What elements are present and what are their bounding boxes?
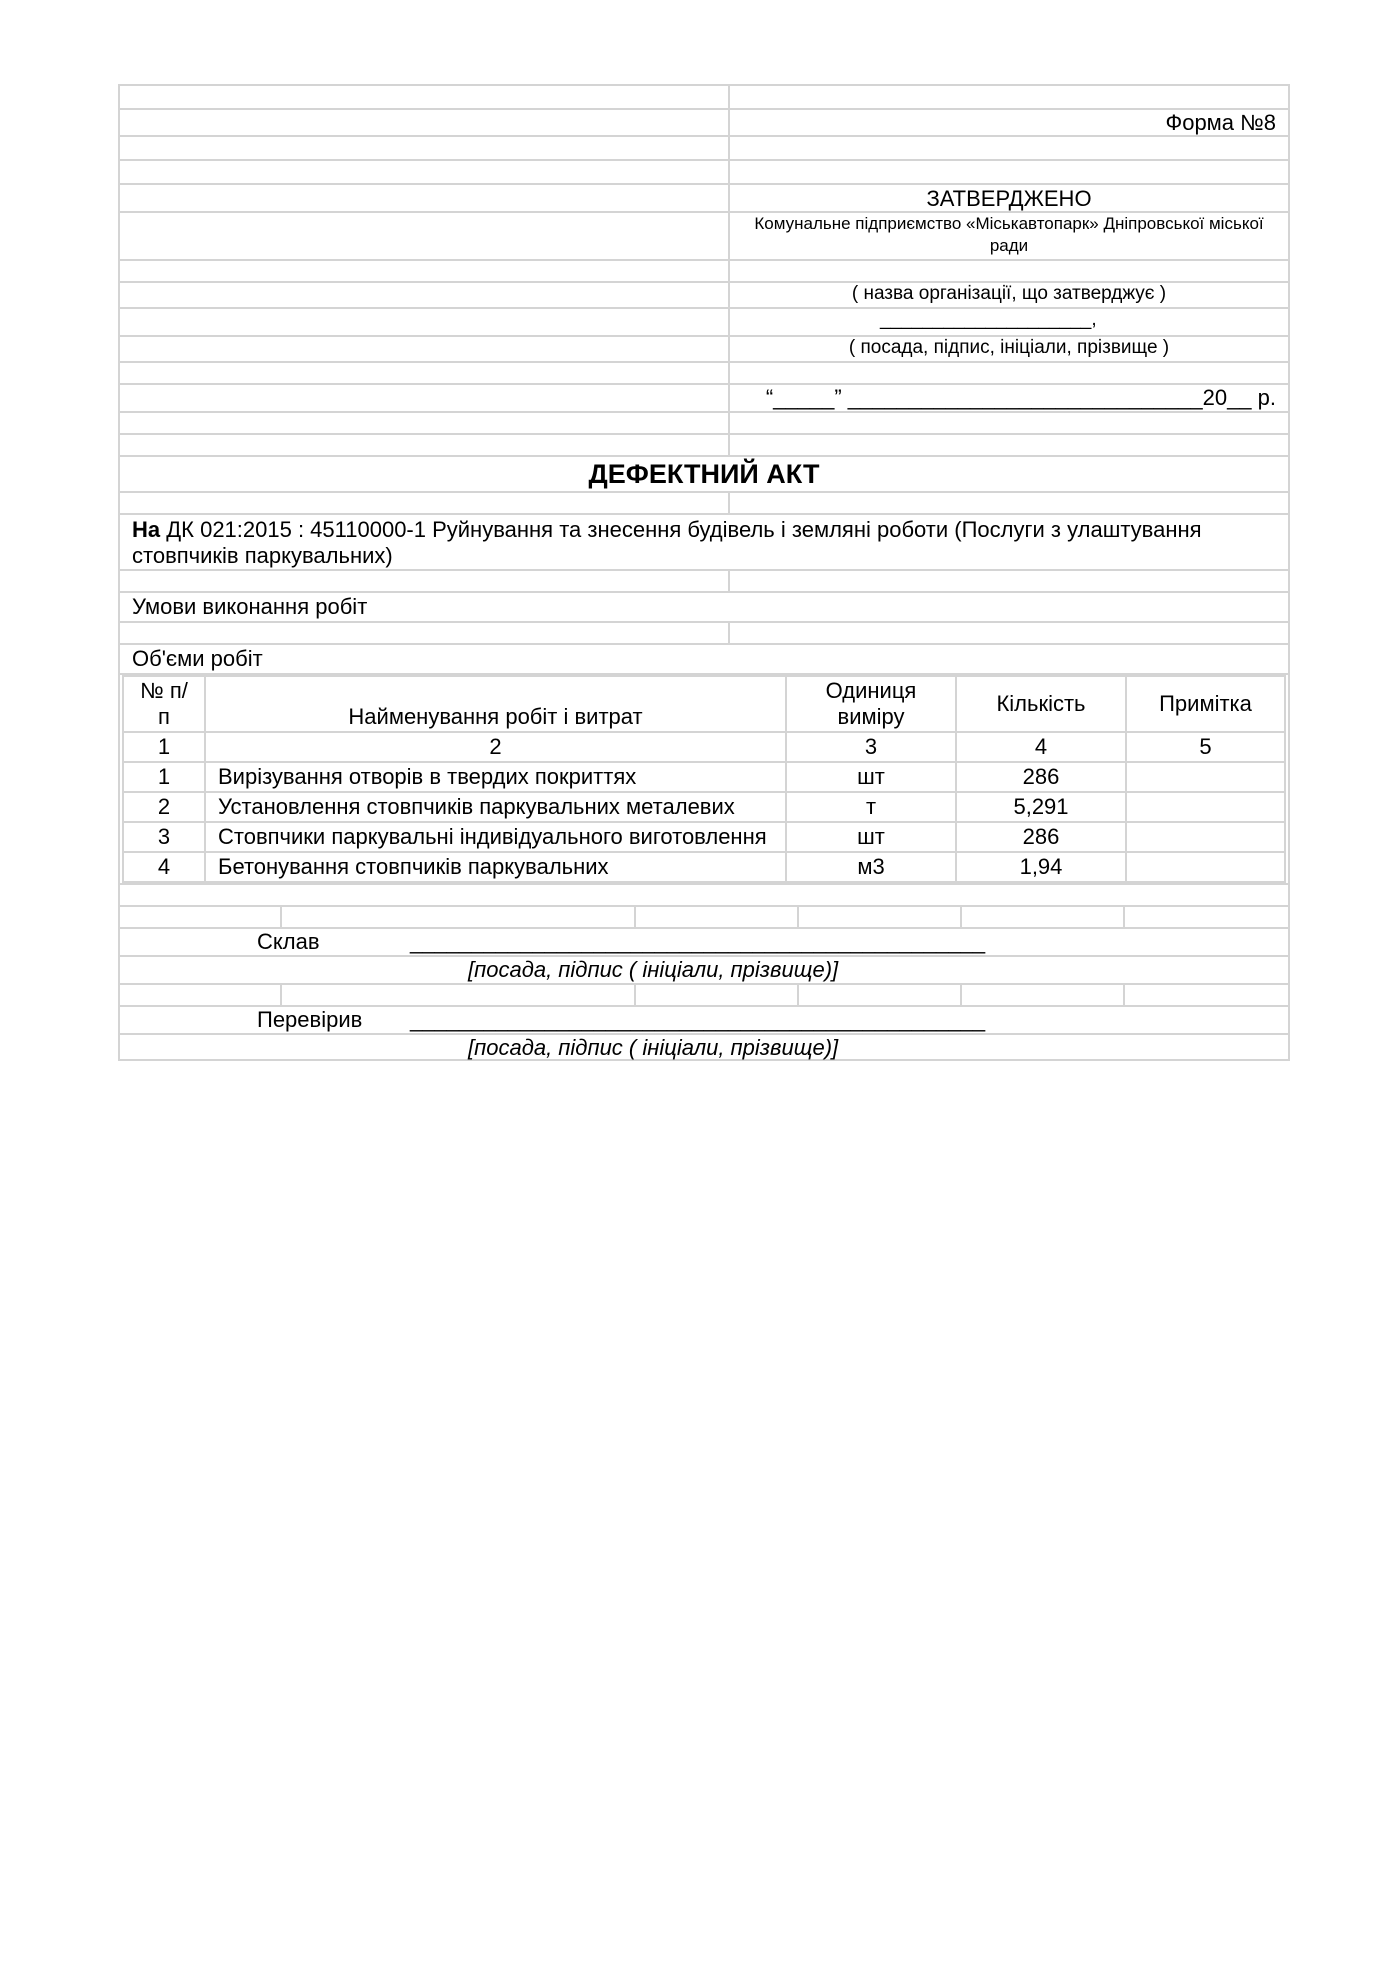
header-row bbox=[118, 259, 1290, 281]
checked-row bbox=[118, 1005, 1290, 1033]
checked-label: Перевірив bbox=[257, 1007, 363, 1032]
row-num: 1 bbox=[123, 762, 205, 792]
header-qty: Кількість bbox=[956, 676, 1126, 732]
checked-line: _______________________________________________ bbox=[410, 1007, 986, 1032]
header-row bbox=[118, 433, 1290, 455]
row-name: Стовпчики паркувальні індивідуального виготовлення bbox=[205, 822, 786, 852]
spacer-grid-row bbox=[118, 983, 1290, 1005]
composed-line: _______________________________________________ bbox=[410, 929, 986, 954]
organization-name: Комунальне підприємство «Міськавтопарк» Дніпровської міської ради bbox=[754, 214, 1264, 255]
form-number: Форма №8 bbox=[1165, 110, 1276, 135]
header-row bbox=[118, 159, 1290, 183]
row-qty: 1,94 bbox=[956, 852, 1126, 882]
row-name: Вирізування отворів в твердих покриттях bbox=[205, 762, 786, 792]
volumes-row bbox=[118, 643, 1290, 673]
header-unit: Одиниця виміру bbox=[786, 676, 956, 732]
header-row bbox=[118, 361, 1290, 383]
header-row bbox=[118, 411, 1290, 433]
numbering-cell: 5 bbox=[1126, 732, 1285, 762]
composed-label: Склав bbox=[257, 929, 320, 954]
spacer-row bbox=[118, 491, 1290, 513]
org-caption: ( назва організації, що затверджує ) bbox=[851, 283, 1167, 304]
composed-caption-row bbox=[118, 955, 1290, 983]
numbering-cell: 4 bbox=[956, 732, 1126, 762]
title-row bbox=[118, 455, 1290, 491]
spacer-row bbox=[118, 883, 1290, 905]
row-unit: шт bbox=[786, 762, 956, 792]
subject-text: ДК 021:2015 : 45110000-1 Руйнування та знесення будівель і земляні роботи (Послуги з улаштування стовпчиків паркувальних) bbox=[132, 517, 1202, 568]
header-num: № п/п bbox=[123, 676, 205, 732]
numbering-cell: 1 bbox=[123, 732, 205, 762]
header-row bbox=[118, 281, 1290, 307]
row-name: Установлення стовпчиків паркувальних металевих bbox=[205, 792, 786, 822]
header-row bbox=[118, 307, 1290, 335]
row-qty: 5,291 bbox=[956, 792, 1126, 822]
header-row bbox=[118, 211, 1290, 259]
composed-row bbox=[118, 927, 1290, 955]
subject-row bbox=[118, 513, 1290, 569]
header-name: Найменування робіт і витрат bbox=[205, 676, 786, 732]
row-qty: 286 bbox=[956, 822, 1126, 852]
row-unit: м3 bbox=[786, 852, 956, 882]
header-note: Примітка bbox=[1126, 676, 1285, 732]
defect-act-form bbox=[118, 84, 1290, 1061]
subject-prefix: На bbox=[132, 517, 161, 542]
volumes-label: Об'єми робіт bbox=[132, 646, 263, 671]
table-numbering-row bbox=[123, 732, 1285, 762]
header-row bbox=[118, 84, 1290, 108]
table-row bbox=[123, 762, 1285, 792]
conditions-label: Умови виконання робіт bbox=[132, 594, 368, 619]
numbering-cell: 3 bbox=[786, 732, 956, 762]
approved-label: ЗАТВЕРДЖЕНО bbox=[926, 186, 1092, 211]
document-title: ДЕФЕКТНИЙ АКТ bbox=[588, 459, 820, 489]
header-row bbox=[118, 335, 1290, 361]
row-name: Бетонування стовпчиків паркувальних bbox=[205, 852, 786, 882]
row-note bbox=[1126, 792, 1285, 822]
row-unit: т bbox=[786, 792, 956, 822]
row-note bbox=[1126, 852, 1285, 882]
row-note bbox=[1126, 762, 1285, 792]
table-row bbox=[123, 822, 1285, 852]
signature-line: ____________________, bbox=[880, 309, 1097, 330]
header-row bbox=[118, 383, 1290, 411]
spacer-row bbox=[118, 621, 1290, 643]
spacer-grid-row bbox=[118, 905, 1290, 927]
header-row bbox=[118, 183, 1290, 211]
header-row bbox=[118, 135, 1290, 159]
subject bbox=[120, 515, 1288, 569]
table-header-row bbox=[123, 676, 1285, 732]
row-num: 4 bbox=[123, 852, 205, 882]
row-note bbox=[1126, 822, 1285, 852]
table-row bbox=[123, 852, 1285, 882]
checked-caption: [посада, підпис ( ініціали, прізвище)] bbox=[468, 1035, 839, 1060]
composed-caption: [посада, підпис ( ініціали, прізвище)] bbox=[468, 957, 839, 982]
checked-caption-row bbox=[118, 1033, 1290, 1061]
row-qty: 286 bbox=[956, 762, 1126, 792]
date-line: “_____” _____________________________20__ р. bbox=[765, 385, 1276, 410]
spacer-row bbox=[118, 569, 1290, 591]
table-row bbox=[123, 792, 1285, 822]
works-table bbox=[122, 675, 1286, 883]
row-num: 3 bbox=[123, 822, 205, 852]
position-caption: ( посада, підпис, ініціали, прізвище ) bbox=[848, 337, 1170, 358]
conditions-row bbox=[118, 591, 1290, 621]
works-table-wrapper bbox=[118, 673, 1290, 883]
numbering-cell: 2 bbox=[205, 732, 786, 762]
row-unit: шт bbox=[786, 822, 956, 852]
header-row bbox=[118, 108, 1290, 135]
row-num: 2 bbox=[123, 792, 205, 822]
